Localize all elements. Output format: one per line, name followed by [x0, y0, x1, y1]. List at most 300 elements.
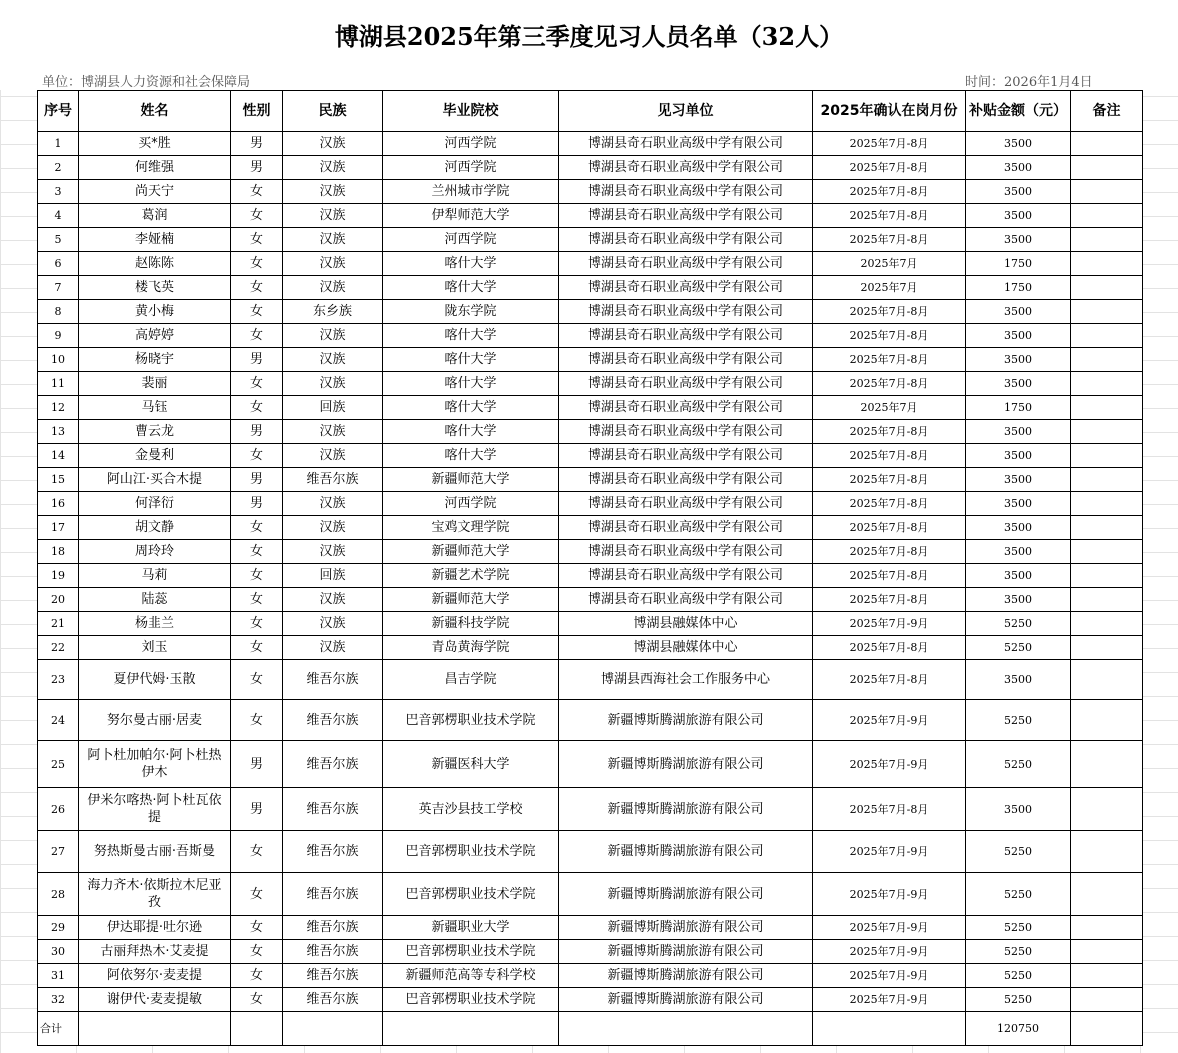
table-cell[interactable] — [79, 1012, 231, 1046]
cell-amount[interactable]: 1750 — [966, 276, 1071, 300]
cell-employer[interactable]: 博湖县奇石职业高级中学有限公司 — [559, 468, 813, 492]
cell-school[interactable]: 昌吉学院 — [383, 660, 559, 700]
cell-no[interactable]: 31 — [38, 964, 79, 988]
cell-remark[interactable] — [1071, 741, 1143, 788]
cell-remark[interactable] — [1071, 180, 1143, 204]
cell-ethnicity[interactable]: 汉族 — [283, 132, 383, 156]
cell-school[interactable]: 河西学院 — [383, 492, 559, 516]
cell-name[interactable]: 伊米尔喀热·阿卜杜瓦依提 — [79, 788, 231, 831]
cell-employer[interactable]: 博湖县奇石职业高级中学有限公司 — [559, 444, 813, 468]
cell-name[interactable]: 伊达耶提·吐尔逊 — [79, 916, 231, 940]
cell-ethnicity[interactable]: 汉族 — [283, 348, 383, 372]
cell-school[interactable]: 新疆师范大学 — [383, 540, 559, 564]
cell-employer[interactable]: 博湖县奇石职业高级中学有限公司 — [559, 420, 813, 444]
cell-school[interactable]: 喀什大学 — [383, 348, 559, 372]
cell-no[interactable]: 13 — [38, 420, 79, 444]
cell-school[interactable]: 喀什大学 — [383, 372, 559, 396]
cell-employer[interactable]: 新疆博斯腾湖旅游有限公司 — [559, 964, 813, 988]
cell-school[interactable]: 喀什大学 — [383, 276, 559, 300]
cell-employer[interactable]: 新疆博斯腾湖旅游有限公司 — [559, 831, 813, 873]
cell-remark[interactable] — [1071, 964, 1143, 988]
cell-name[interactable]: 李娅楠 — [79, 228, 231, 252]
cell-gender[interactable]: 女 — [231, 516, 283, 540]
cell-no[interactable]: 10 — [38, 348, 79, 372]
cell-school[interactable]: 新疆职业大学 — [383, 916, 559, 940]
cell-ethnicity[interactable]: 汉族 — [283, 492, 383, 516]
cell-amount[interactable]: 3500 — [966, 300, 1071, 324]
cell-amount[interactable]: 3500 — [966, 564, 1071, 588]
cell-months[interactable]: 2025年7月-9月 — [813, 964, 966, 988]
cell-no[interactable]: 18 — [38, 540, 79, 564]
cell-employer[interactable]: 博湖县西海社会工作服务中心 — [559, 660, 813, 700]
cell-ethnicity[interactable]: 维吾尔族 — [283, 940, 383, 964]
cell-employer[interactable]: 博湖县奇石职业高级中学有限公司 — [559, 252, 813, 276]
cell-name[interactable]: 何维强 — [79, 156, 231, 180]
cell-months[interactable]: 2025年7月-8月 — [813, 660, 966, 700]
cell-amount[interactable]: 3500 — [966, 180, 1071, 204]
cell-months[interactable]: 2025年7月-9月 — [813, 831, 966, 873]
cell-no[interactable]: 19 — [38, 564, 79, 588]
cell-gender[interactable]: 女 — [231, 204, 283, 228]
cell-school[interactable]: 新疆师范大学 — [383, 588, 559, 612]
cell-gender[interactable]: 女 — [231, 564, 283, 588]
cell-amount[interactable]: 3500 — [966, 348, 1071, 372]
cell-amount[interactable]: 3500 — [966, 516, 1071, 540]
cell-no[interactable]: 24 — [38, 700, 79, 741]
cell-employer[interactable]: 新疆博斯腾湖旅游有限公司 — [559, 940, 813, 964]
total-label[interactable]: 合计 — [38, 1012, 79, 1046]
cell-employer[interactable]: 博湖县奇石职业高级中学有限公司 — [559, 324, 813, 348]
cell-months[interactable]: 2025年7月-8月 — [813, 420, 966, 444]
cell-school[interactable]: 兰州城市学院 — [383, 180, 559, 204]
table-cell[interactable] — [559, 1012, 813, 1046]
cell-school[interactable]: 宝鸡文理学院 — [383, 516, 559, 540]
cell-ethnicity[interactable]: 汉族 — [283, 180, 383, 204]
header-school[interactable]: 毕业院校 — [383, 91, 559, 132]
header-remark[interactable]: 备注 — [1071, 91, 1143, 132]
cell-gender[interactable]: 女 — [231, 276, 283, 300]
cell-ethnicity[interactable]: 回族 — [283, 564, 383, 588]
cell-months[interactable]: 2025年7月-8月 — [813, 492, 966, 516]
cell-school[interactable]: 英吉沙县技工学校 — [383, 788, 559, 831]
cell-ethnicity[interactable]: 汉族 — [283, 516, 383, 540]
header-months[interactable]: 2025年确认在岗月份 — [813, 91, 966, 132]
cell-remark[interactable] — [1071, 873, 1143, 916]
cell-ethnicity[interactable]: 维吾尔族 — [283, 988, 383, 1012]
cell-amount[interactable]: 3500 — [966, 324, 1071, 348]
cell-school[interactable]: 河西学院 — [383, 228, 559, 252]
cell-name[interactable]: 黄小梅 — [79, 300, 231, 324]
cell-no[interactable]: 2 — [38, 156, 79, 180]
cell-name[interactable]: 阿山江·买合木提 — [79, 468, 231, 492]
cell-ethnicity[interactable]: 汉族 — [283, 588, 383, 612]
cell-no[interactable]: 15 — [38, 468, 79, 492]
header-amount[interactable]: 补贴金额（元） — [966, 91, 1071, 132]
cell-months[interactable]: 2025年7月-9月 — [813, 940, 966, 964]
cell-amount[interactable]: 5250 — [966, 988, 1071, 1012]
cell-ethnicity[interactable]: 汉族 — [283, 156, 383, 180]
cell-name[interactable]: 阿卜杜加帕尔·阿卜杜热伊木 — [79, 741, 231, 788]
cell-employer[interactable]: 博湖县融媒体中心 — [559, 612, 813, 636]
cell-ethnicity[interactable]: 维吾尔族 — [283, 964, 383, 988]
cell-months[interactable]: 2025年7月-8月 — [813, 564, 966, 588]
cell-school[interactable]: 喀什大学 — [383, 324, 559, 348]
cell-remark[interactable] — [1071, 228, 1143, 252]
cell-remark[interactable] — [1071, 492, 1143, 516]
cell-name[interactable]: 胡文静 — [79, 516, 231, 540]
cell-school[interactable]: 陇东学院 — [383, 300, 559, 324]
cell-no[interactable]: 30 — [38, 940, 79, 964]
cell-months[interactable]: 2025年7月-8月 — [813, 444, 966, 468]
cell-employer[interactable]: 新疆博斯腾湖旅游有限公司 — [559, 873, 813, 916]
cell-no[interactable]: 20 — [38, 588, 79, 612]
cell-ethnicity[interactable]: 维吾尔族 — [283, 831, 383, 873]
cell-amount[interactable]: 1750 — [966, 396, 1071, 420]
cell-amount[interactable]: 3500 — [966, 540, 1071, 564]
cell-gender[interactable]: 女 — [231, 964, 283, 988]
cell-amount[interactable]: 3500 — [966, 468, 1071, 492]
header-gender[interactable]: 性别 — [231, 91, 283, 132]
cell-no[interactable]: 21 — [38, 612, 79, 636]
cell-school[interactable]: 河西学院 — [383, 156, 559, 180]
cell-name[interactable]: 阿依努尔·麦麦提 — [79, 964, 231, 988]
cell-name[interactable]: 金曼利 — [79, 444, 231, 468]
header-ethnicity[interactable]: 民族 — [283, 91, 383, 132]
cell-no[interactable]: 27 — [38, 831, 79, 873]
cell-remark[interactable] — [1071, 156, 1143, 180]
cell-amount[interactable]: 3500 — [966, 156, 1071, 180]
cell-ethnicity[interactable]: 东乡族 — [283, 300, 383, 324]
cell-amount[interactable]: 1750 — [966, 252, 1071, 276]
cell-months[interactable]: 2025年7月-8月 — [813, 132, 966, 156]
cell-school[interactable]: 巴音郭楞职业技术学院 — [383, 988, 559, 1012]
cell-remark[interactable] — [1071, 540, 1143, 564]
cell-no[interactable]: 8 — [38, 300, 79, 324]
cell-employer[interactable]: 博湖县奇石职业高级中学有限公司 — [559, 396, 813, 420]
cell-amount[interactable]: 5250 — [966, 940, 1071, 964]
cell-name[interactable]: 古丽拜热木·艾麦提 — [79, 940, 231, 964]
cell-name[interactable]: 赵陈陈 — [79, 252, 231, 276]
header-name[interactable]: 姓名 — [79, 91, 231, 132]
cell-months[interactable]: 2025年7月 — [813, 252, 966, 276]
cell-amount[interactable]: 5250 — [966, 741, 1071, 788]
cell-gender[interactable]: 女 — [231, 540, 283, 564]
cell-gender[interactable]: 男 — [231, 348, 283, 372]
cell-months[interactable]: 2025年7月-8月 — [813, 300, 966, 324]
cell-gender[interactable]: 男 — [231, 492, 283, 516]
cell-gender[interactable]: 男 — [231, 132, 283, 156]
cell-name[interactable]: 杨韭兰 — [79, 612, 231, 636]
cell-employer[interactable]: 博湖县奇石职业高级中学有限公司 — [559, 516, 813, 540]
cell-months[interactable]: 2025年7月-8月 — [813, 324, 966, 348]
cell-amount[interactable]: 5250 — [966, 636, 1071, 660]
cell-employer[interactable]: 博湖县奇石职业高级中学有限公司 — [559, 564, 813, 588]
cell-gender[interactable]: 女 — [231, 300, 283, 324]
cell-no[interactable]: 12 — [38, 396, 79, 420]
cell-ethnicity[interactable]: 维吾尔族 — [283, 788, 383, 831]
cell-months[interactable]: 2025年7月-8月 — [813, 636, 966, 660]
cell-amount[interactable]: 3500 — [966, 228, 1071, 252]
table-cell[interactable] — [231, 1012, 283, 1046]
cell-ethnicity[interactable]: 回族 — [283, 396, 383, 420]
cell-ethnicity[interactable]: 维吾尔族 — [283, 916, 383, 940]
cell-amount[interactable]: 3500 — [966, 492, 1071, 516]
cell-no[interactable]: 26 — [38, 788, 79, 831]
table-cell[interactable] — [283, 1012, 383, 1046]
cell-school[interactable]: 河西学院 — [383, 132, 559, 156]
cell-no[interactable]: 32 — [38, 988, 79, 1012]
cell-employer[interactable]: 博湖县奇石职业高级中学有限公司 — [559, 180, 813, 204]
cell-no[interactable]: 4 — [38, 204, 79, 228]
cell-remark[interactable] — [1071, 276, 1143, 300]
cell-name[interactable]: 楼飞英 — [79, 276, 231, 300]
cell-remark[interactable] — [1071, 516, 1143, 540]
cell-employer[interactable]: 新疆博斯腾湖旅游有限公司 — [559, 916, 813, 940]
cell-employer[interactable]: 博湖县奇石职业高级中学有限公司 — [559, 156, 813, 180]
cell-gender[interactable]: 女 — [231, 660, 283, 700]
cell-name[interactable]: 葛润 — [79, 204, 231, 228]
cell-ethnicity[interactable]: 汉族 — [283, 420, 383, 444]
cell-name[interactable]: 刘玉 — [79, 636, 231, 660]
cell-remark[interactable] — [1071, 372, 1143, 396]
cell-name[interactable]: 何泽衍 — [79, 492, 231, 516]
cell-name[interactable]: 马钰 — [79, 396, 231, 420]
cell-months[interactable]: 2025年7月-8月 — [813, 228, 966, 252]
cell-school[interactable]: 巴音郭楞职业技术学院 — [383, 940, 559, 964]
cell-ethnicity[interactable]: 维吾尔族 — [283, 741, 383, 788]
cell-employer[interactable]: 新疆博斯腾湖旅游有限公司 — [559, 741, 813, 788]
cell-name[interactable]: 夏伊代姆·玉散 — [79, 660, 231, 700]
cell-remark[interactable] — [1071, 700, 1143, 741]
cell-no[interactable]: 11 — [38, 372, 79, 396]
cell-employer[interactable]: 博湖县奇石职业高级中学有限公司 — [559, 276, 813, 300]
cell-employer[interactable]: 博湖县奇石职业高级中学有限公司 — [559, 540, 813, 564]
cell-no[interactable]: 28 — [38, 873, 79, 916]
cell-employer[interactable]: 博湖县奇石职业高级中学有限公司 — [559, 492, 813, 516]
cell-remark[interactable] — [1071, 831, 1143, 873]
cell-remark[interactable] — [1071, 324, 1143, 348]
cell-amount[interactable]: 5250 — [966, 612, 1071, 636]
cell-school[interactable]: 喀什大学 — [383, 396, 559, 420]
cell-gender[interactable]: 女 — [231, 588, 283, 612]
cell-amount[interactable]: 5250 — [966, 964, 1071, 988]
cell-remark[interactable] — [1071, 396, 1143, 420]
cell-school[interactable]: 喀什大学 — [383, 420, 559, 444]
cell-amount[interactable]: 5250 — [966, 916, 1071, 940]
cell-remark[interactable] — [1071, 348, 1143, 372]
cell-employer[interactable]: 博湖县奇石职业高级中学有限公司 — [559, 588, 813, 612]
cell-amount[interactable]: 3500 — [966, 204, 1071, 228]
cell-school[interactable]: 巴音郭楞职业技术学院 — [383, 831, 559, 873]
cell-no[interactable]: 9 — [38, 324, 79, 348]
cell-employer[interactable]: 博湖县奇石职业高级中学有限公司 — [559, 204, 813, 228]
cell-no[interactable]: 14 — [38, 444, 79, 468]
cell-ethnicity[interactable]: 汉族 — [283, 252, 383, 276]
cell-amount[interactable]: 5250 — [966, 700, 1071, 741]
cell-gender[interactable]: 女 — [231, 444, 283, 468]
cell-remark[interactable] — [1071, 788, 1143, 831]
cell-remark[interactable] — [1071, 420, 1143, 444]
table-cell[interactable] — [813, 1012, 966, 1046]
cell-name[interactable]: 马莉 — [79, 564, 231, 588]
header-no[interactable]: 序号 — [38, 91, 79, 132]
cell-amount[interactable]: 3500 — [966, 372, 1071, 396]
cell-remark[interactable] — [1071, 660, 1143, 700]
cell-months[interactable]: 2025年7月 — [813, 276, 966, 300]
cell-name[interactable]: 曹云龙 — [79, 420, 231, 444]
cell-remark[interactable] — [1071, 588, 1143, 612]
cell-remark[interactable] — [1071, 444, 1143, 468]
cell-months[interactable]: 2025年7月 — [813, 396, 966, 420]
cell-amount[interactable]: 3500 — [966, 588, 1071, 612]
total-amount[interactable]: 120750 — [966, 1012, 1071, 1046]
cell-months[interactable]: 2025年7月-8月 — [813, 516, 966, 540]
cell-employer[interactable]: 新疆博斯腾湖旅游有限公司 — [559, 988, 813, 1012]
table-cell[interactable] — [383, 1012, 559, 1046]
cell-amount[interactable]: 5250 — [966, 873, 1071, 916]
cell-remark[interactable] — [1071, 300, 1143, 324]
cell-ethnicity[interactable]: 汉族 — [283, 636, 383, 660]
cell-name[interactable]: 努尔曼古丽·居麦 — [79, 700, 231, 741]
cell-name[interactable]: 裴丽 — [79, 372, 231, 396]
cell-remark[interactable] — [1071, 204, 1143, 228]
cell-months[interactable]: 2025年7月-8月 — [813, 468, 966, 492]
cell-months[interactable]: 2025年7月-8月 — [813, 204, 966, 228]
cell-months[interactable]: 2025年7月-8月 — [813, 788, 966, 831]
cell-amount[interactable]: 3500 — [966, 132, 1071, 156]
cell-ethnicity[interactable]: 汉族 — [283, 228, 383, 252]
cell-gender[interactable]: 女 — [231, 180, 283, 204]
cell-employer[interactable]: 博湖县奇石职业高级中学有限公司 — [559, 132, 813, 156]
cell-amount[interactable]: 5250 — [966, 831, 1071, 873]
cell-name[interactable]: 买*胜 — [79, 132, 231, 156]
cell-ethnicity[interactable]: 汉族 — [283, 276, 383, 300]
cell-gender[interactable]: 男 — [231, 156, 283, 180]
cell-no[interactable]: 25 — [38, 741, 79, 788]
cell-gender[interactable]: 男 — [231, 420, 283, 444]
cell-school[interactable]: 喀什大学 — [383, 252, 559, 276]
cell-months[interactable]: 2025年7月-8月 — [813, 372, 966, 396]
cell-remark[interactable] — [1071, 252, 1143, 276]
cell-school[interactable]: 巴音郭楞职业技术学院 — [383, 873, 559, 916]
cell-no[interactable]: 17 — [38, 516, 79, 540]
cell-months[interactable]: 2025年7月-9月 — [813, 873, 966, 916]
cell-ethnicity[interactable]: 汉族 — [283, 540, 383, 564]
cell-months[interactable]: 2025年7月-8月 — [813, 348, 966, 372]
cell-ethnicity[interactable]: 汉族 — [283, 204, 383, 228]
cell-gender[interactable]: 女 — [231, 252, 283, 276]
cell-amount[interactable]: 3500 — [966, 788, 1071, 831]
cell-months[interactable]: 2025年7月-9月 — [813, 612, 966, 636]
cell-gender[interactable]: 女 — [231, 396, 283, 420]
cell-employer[interactable]: 博湖县奇石职业高级中学有限公司 — [559, 372, 813, 396]
cell-ethnicity[interactable]: 维吾尔族 — [283, 660, 383, 700]
cell-ethnicity[interactable]: 汉族 — [283, 444, 383, 468]
cell-gender[interactable]: 女 — [231, 700, 283, 741]
cell-months[interactable]: 2025年7月-9月 — [813, 741, 966, 788]
cell-amount[interactable]: 3500 — [966, 420, 1071, 444]
cell-name[interactable]: 杨晓宇 — [79, 348, 231, 372]
cell-employer[interactable]: 博湖县奇石职业高级中学有限公司 — [559, 300, 813, 324]
cell-months[interactable]: 2025年7月-8月 — [813, 180, 966, 204]
cell-school[interactable]: 伊犁师范大学 — [383, 204, 559, 228]
cell-months[interactable]: 2025年7月-9月 — [813, 700, 966, 741]
cell-school[interactable]: 新疆科技学院 — [383, 612, 559, 636]
cell-no[interactable]: 5 — [38, 228, 79, 252]
cell-gender[interactable]: 女 — [231, 324, 283, 348]
cell-remark[interactable] — [1071, 916, 1143, 940]
cell-school[interactable]: 巴音郭楞职业技术学院 — [383, 700, 559, 741]
cell-months[interactable]: 2025年7月-8月 — [813, 540, 966, 564]
cell-gender[interactable]: 女 — [231, 873, 283, 916]
cell-employer[interactable]: 新疆博斯腾湖旅游有限公司 — [559, 700, 813, 741]
cell-ethnicity[interactable]: 维吾尔族 — [283, 468, 383, 492]
cell-remark[interactable] — [1071, 612, 1143, 636]
cell-ethnicity[interactable]: 维吾尔族 — [283, 873, 383, 916]
cell-employer[interactable]: 博湖县奇石职业高级中学有限公司 — [559, 228, 813, 252]
cell-ethnicity[interactable]: 汉族 — [283, 372, 383, 396]
cell-remark[interactable] — [1071, 132, 1143, 156]
cell-gender[interactable]: 男 — [231, 468, 283, 492]
cell-amount[interactable]: 3500 — [966, 660, 1071, 700]
cell-school[interactable]: 新疆师范高等专科学校 — [383, 964, 559, 988]
cell-gender[interactable]: 女 — [231, 940, 283, 964]
cell-ethnicity[interactable]: 汉族 — [283, 612, 383, 636]
cell-gender[interactable]: 男 — [231, 741, 283, 788]
cell-gender[interactable]: 男 — [231, 788, 283, 831]
cell-months[interactable]: 2025年7月-9月 — [813, 916, 966, 940]
header-employer[interactable]: 见习单位 — [559, 91, 813, 132]
cell-months[interactable]: 2025年7月-9月 — [813, 988, 966, 1012]
cell-employer[interactable]: 新疆博斯腾湖旅游有限公司 — [559, 788, 813, 831]
cell-gender[interactable]: 女 — [231, 612, 283, 636]
cell-name[interactable]: 尚天宁 — [79, 180, 231, 204]
cell-ethnicity[interactable]: 汉族 — [283, 324, 383, 348]
cell-no[interactable]: 3 — [38, 180, 79, 204]
cell-gender[interactable]: 女 — [231, 916, 283, 940]
cell-remark[interactable] — [1071, 564, 1143, 588]
cell-name[interactable]: 周玲玲 — [79, 540, 231, 564]
cell-name[interactable]: 陆蕊 — [79, 588, 231, 612]
cell-school[interactable]: 新疆师范大学 — [383, 468, 559, 492]
cell-gender[interactable]: 女 — [231, 228, 283, 252]
cell-employer[interactable]: 博湖县奇石职业高级中学有限公司 — [559, 348, 813, 372]
cell-school[interactable]: 新疆艺术学院 — [383, 564, 559, 588]
cell-no[interactable]: 7 — [38, 276, 79, 300]
cell-remark[interactable] — [1071, 940, 1143, 964]
cell-no[interactable]: 23 — [38, 660, 79, 700]
cell-no[interactable]: 22 — [38, 636, 79, 660]
cell-school[interactable]: 青岛黄海学院 — [383, 636, 559, 660]
cell-amount[interactable]: 3500 — [966, 444, 1071, 468]
cell-no[interactable]: 29 — [38, 916, 79, 940]
cell-ethnicity[interactable]: 维吾尔族 — [283, 700, 383, 741]
cell-name[interactable]: 海力齐木·依斯拉木尼亚孜 — [79, 873, 231, 916]
cell-months[interactable]: 2025年7月-8月 — [813, 156, 966, 180]
cell-name[interactable]: 谢伊代·麦麦提敏 — [79, 988, 231, 1012]
table-cell[interactable] — [1071, 1012, 1143, 1046]
cell-name[interactable]: 努热斯曼古丽·吾斯曼 — [79, 831, 231, 873]
cell-name[interactable]: 高婷婷 — [79, 324, 231, 348]
cell-gender[interactable]: 女 — [231, 372, 283, 396]
cell-months[interactable]: 2025年7月-8月 — [813, 588, 966, 612]
cell-remark[interactable] — [1071, 988, 1143, 1012]
cell-no[interactable]: 16 — [38, 492, 79, 516]
cell-school[interactable]: 喀什大学 — [383, 444, 559, 468]
cell-remark[interactable] — [1071, 468, 1143, 492]
cell-gender[interactable]: 女 — [231, 636, 283, 660]
cell-employer[interactable]: 博湖县融媒体中心 — [559, 636, 813, 660]
